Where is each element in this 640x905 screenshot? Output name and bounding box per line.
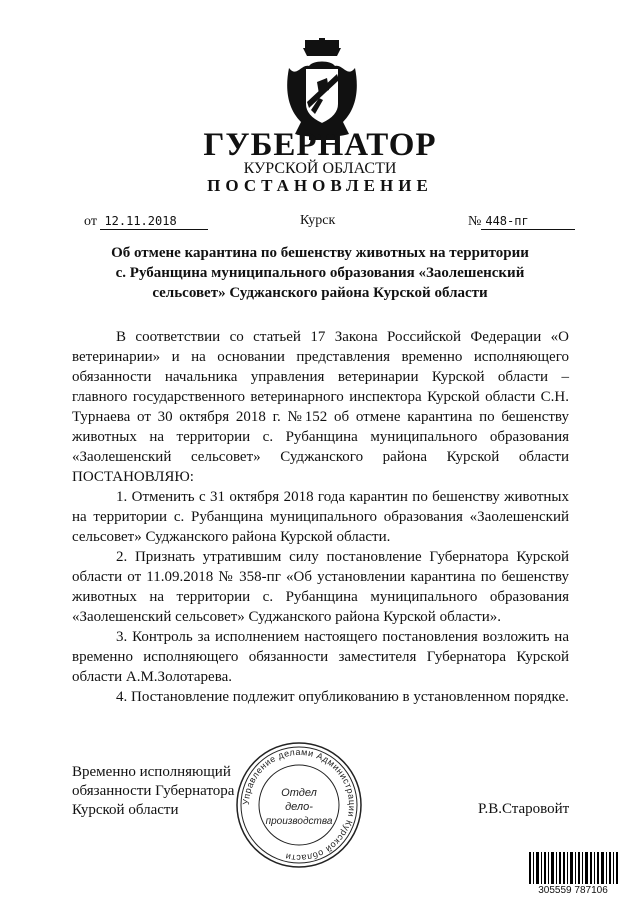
signer-line: Курской области bbox=[72, 802, 179, 818]
stamp-ring-text: Управление делами Администрации Курской области bbox=[240, 746, 358, 864]
date-prefix: от bbox=[84, 214, 97, 229]
signer-line: Временно исполняющий bbox=[72, 764, 231, 780]
heading-line: Об отмене карантина по бешенству животных на территории bbox=[111, 245, 529, 261]
document-title: ГУБЕРНАТОР bbox=[203, 127, 437, 163]
signer-position bbox=[72, 763, 252, 820]
signer-name: Р.В.Старовойт bbox=[478, 801, 570, 817]
body-paragraph: В соответствии со статьей 17 Закона Российской Федерации «О ветеринарии» и на основании представления временно исполняющего обязанности начальника управления ветеринарии Курской области – главного государственного ветеринарного инспектора Курской области С.Н. Турнаева от 30 октября 2018 г. №152 об отмене карантина по бешенству животных на территории с. Рубанщина муниципального образования «Заолешенский сельсовет» Суджанского района Курской области ПОСТАНОВЛЯЮ: bbox=[72, 329, 569, 485]
body-paragraph: 1. Отменить с 31 октября 2018 года карантин по бешенству животных на территории с. Рубанщина муниципального образования «Заолешенский сельсовет» Суджанского района Курской области. bbox=[72, 489, 569, 545]
body-paragraph: 2. Признать утратившим силу постановление Губернатора Курской области от 11.09.2018 № 358-пг «Об установлении карантина по бешенству животных на территории с. Рубанщина муниципального образования «Заолешенский сельсовет» Суджанского района Курской области». bbox=[72, 549, 569, 625]
number-prefix: № bbox=[468, 214, 482, 229]
date-line bbox=[84, 213, 208, 230]
city: Курск bbox=[300, 213, 336, 228]
office-stamp-icon bbox=[234, 740, 364, 870]
signer-line: обязанности Губернатора bbox=[72, 783, 235, 799]
body-paragraph: 4. Постановление подлежит опубликованию в установленном порядке. bbox=[116, 689, 569, 705]
date-value: 12.11.2018 bbox=[100, 213, 208, 230]
heading-line: с. Рубанщина муниципального образования «Заолешенский bbox=[115, 265, 525, 281]
document-subtitle: КУРСКОЙ ОБЛАСТИ bbox=[243, 160, 397, 177]
body-paragraph: 3. Контроль за исполнением настоящего постановления возложить на временно исполняющего обязанности заместителя Губернатора Курской области А.М.Золотарева. bbox=[72, 629, 569, 685]
document-body bbox=[72, 327, 569, 707]
barcode-number: 305559 787106 bbox=[538, 885, 608, 896]
number-line bbox=[468, 213, 575, 230]
document-heading bbox=[60, 243, 580, 303]
stamp-center-line: дело- bbox=[285, 801, 313, 813]
stamp-center-line: производства bbox=[265, 816, 333, 827]
document-type: ПОСТАНОВЛЕНИЕ bbox=[207, 176, 433, 195]
number-value: 448-пг bbox=[481, 213, 575, 230]
stamp-center-line: Отдел bbox=[281, 787, 317, 799]
heading-line: сельсовет» Суджанского района Курской области bbox=[152, 285, 488, 301]
